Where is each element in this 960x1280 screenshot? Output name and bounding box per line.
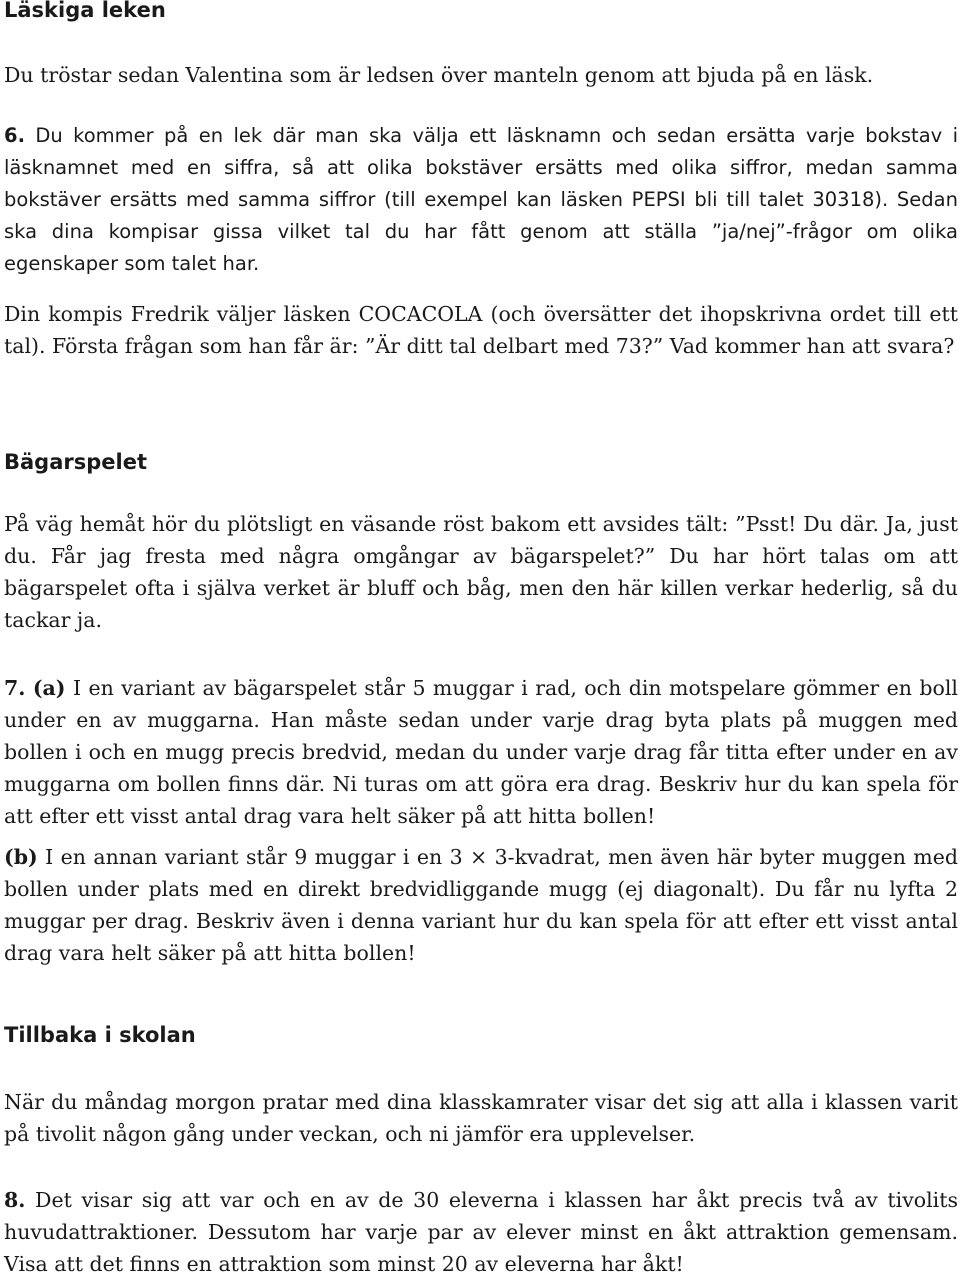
problem-6-text (4, 120, 958, 280)
section-intro-bagarspelet: På väg hemåt hör du plötsligt en väsande röst bakom ett avsides tält: ”Psst! Du där. Ja, just du. Får jag fresta med några omgångar av bägarspelet?” Du har hört talas om att bägarspelet ofta i själva verket är bluff och båg, men den här killen verkar hederlig, så du tackar ja. (4, 512, 958, 632)
problem-8-text (4, 1184, 958, 1280)
section-heading-laskiga-leken: Läskiga leken (4, 0, 166, 22)
problem-7b-text (4, 841, 958, 969)
problem-number: 8. (4, 1188, 26, 1212)
part-body: I en annan variant står 9 muggar i en 3 × 3-kvadrat, men även här byter muggen med bollen under plats med en direkt bredvidliggande mugg (ej diagonalt). Du får nu lyfta 2 muggar per drag. Beskriv även i denna variant hur du kan spela för att efter ett visst antal drag vara helt säker på att hitta bollen! (4, 845, 958, 965)
problem-7a-text (4, 672, 958, 832)
part-body: I en variant av bägarspelet står 5 muggar i rad, och din motspelare gömmer en boll under en av muggarna. Han måste sedan under varje drag byta plats på muggen med bollen i och en mugg precis bredvid, medan du under varje drag får titta efter under en av muggarna om bollen finns där. Ni turas om att göra era drag. Beskriv hur du kan spela för att efter ett visst antal drag vara helt säker på att hitta bollen! (4, 676, 958, 828)
section-heading-bagarspelet: Bägarspelet (4, 450, 147, 474)
problem-body: Du kommer på en lek där man ska välja ett läsknamn och sedan ersätta varje bokstav i läsknamnet med en siffra, så att olika bokstäver ersätts med olika siffror, medan samma bokstäver ersätts med samma siffror (till exempel kan läsken PEPSI bli till talet 30318). Sedan ska dina kompisar gissa vilket tal du har fått genom att ställa ”ja/nej”-frågor om olika egenskaper som talet har. (4, 124, 958, 275)
problem-number: 7. (4, 676, 26, 700)
problem-6-question: Din kompis Fredrik väljer läsken COCACOLA (och översätter det ihopskrivna ordet till ett tal). Första frågan som han får är: ”Är ditt tal delbart med 73?” Vad kommer han att svara? (4, 302, 958, 358)
section-heading-tillbaka-i-skolan: Tillbaka i skolan (4, 1023, 196, 1047)
part-label: (a) (32, 676, 66, 700)
section-intro-laskiga-leken: Du tröstar sedan Valentina som är ledsen över manteln genom att bjuda på en läsk. (4, 63, 874, 87)
section-intro-tillbaka: När du måndag morgon pratar med dina klasskamrater visar det sig att alla i klassen varit på tivolit någon gång under veckan, och ni jämför era upplevelser. (4, 1090, 958, 1146)
problem-number: 6. (4, 124, 25, 147)
part-label: (b) (4, 845, 38, 869)
problem-body: Det visar sig att var och en av de 30 eleverna i klassen har åkt precis två av tivolits huvudattraktioner. Dessutom har varje par av elever minst en åkt attraktion gemensam. Visa att det finns en attraktion som minst 20 av eleverna har åkt! (4, 1188, 958, 1276)
